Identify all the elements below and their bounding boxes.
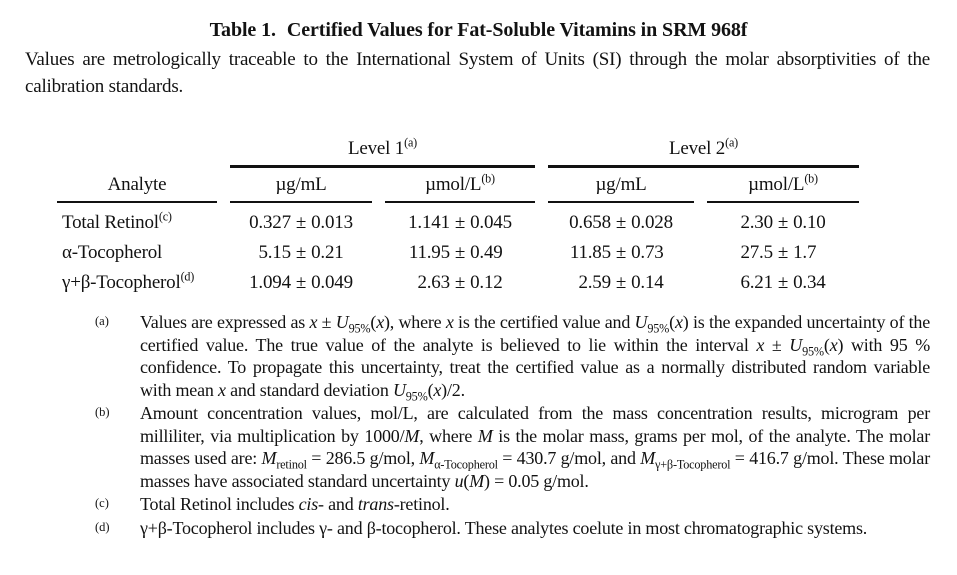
analyte-name: Total Retinol [62, 212, 159, 233]
certified-value: 0.658 [569, 212, 611, 233]
plus-minus-sign: ± [454, 242, 466, 263]
certified-value: 1.094 [249, 272, 291, 293]
page-subtitle: Values are metrologically traceable to the International System of Units (SI) through the molar absorptivities of the calibration standards. [25, 49, 930, 97]
certified-value: 11.85 [569, 242, 611, 263]
column-header-umoll-level1 [385, 168, 535, 203]
certified-value: 2.63 [417, 272, 450, 293]
footnote-text: γ+β-Tocopherol includes γ- and β-tocopherol. These analytes coelute in most chromatographic systems. [140, 517, 868, 538]
value-cell [707, 268, 859, 298]
plus-minus-sign: ± [777, 242, 789, 263]
analyte-footnote-ref: (d) [180, 269, 195, 284]
column-header-analyte: Analyte [57, 168, 217, 203]
value-cell [707, 238, 859, 268]
value-cell [548, 238, 694, 268]
plus-minus-sign: ± [777, 212, 789, 233]
plus-minus-sign: ± [615, 272, 627, 293]
analyte-name: α-Tocopherol [62, 242, 163, 263]
footnote-text: Values are expressed as $x \pm U_{95\%}(x)$, where x is the certified value and $U_{95\%}(x)$ is the expanded uncertainty of the certified value. The true value of the analyte is believed to lie within the interval $x \pm U_{95\%}(x)$ with 95 % confidence. To propagate this uncertainty, treat the certified value as a normally distributed random variable with mean x and standard deviation $U_{95\%}(x)/2$. [140, 312, 931, 404]
document-page [0, 18, 957, 575]
plus-minus-sign: ± [777, 272, 789, 293]
plus-minus-sign: ± [615, 242, 627, 263]
table-title-text: Certified Values for Fat-Soluble Vitamins in SRM 968f [286, 19, 748, 41]
footnote-b [95, 402, 930, 492]
umoll-unit-label: µmol/L [425, 174, 482, 195]
footnote-marker: (a) [95, 314, 109, 328]
certified-value: 2.30 [740, 212, 773, 233]
value-cell [385, 268, 535, 298]
value-cell [230, 203, 372, 238]
plus-minus-sign: ± [615, 212, 627, 233]
level2-label: Level 2 [668, 138, 726, 159]
level1-column-group-header [230, 136, 535, 168]
value-cell [707, 203, 859, 238]
certified-value: 27.5 [740, 242, 773, 263]
value-cell [548, 268, 694, 298]
plus-minus-sign: ± [295, 242, 307, 263]
uncertainty-value: 1.7 [793, 242, 817, 263]
certified-value: 5.15 [258, 242, 291, 263]
plus-minus-sign: ± [295, 212, 307, 233]
level2-footnote-ref: (a) [725, 135, 738, 150]
uncertainty-value: 0.14 [631, 272, 664, 293]
table-number-label: Table 1. [209, 19, 276, 41]
column-header-ugml-level1: µg/mL [230, 168, 372, 203]
certified-value: 2.59 [578, 272, 611, 293]
analyte-cell [57, 203, 217, 238]
level1-footnote-ref: (a) [404, 135, 417, 150]
column-header-umoll-level2 [707, 168, 859, 203]
uncertainty-value: 0.73 [631, 242, 664, 263]
footnote-c [95, 493, 930, 516]
footnote-d [95, 517, 930, 540]
certified-value: 1.141 [408, 212, 450, 233]
spanner-spacer [57, 136, 217, 168]
plus-minus-sign: ± [454, 212, 466, 233]
value-cell [230, 238, 372, 268]
uncertainty-value: 0.049 [311, 272, 353, 293]
column-header-ugml-level2: µg/mL [548, 168, 694, 203]
footnote-marker: (c) [95, 496, 109, 510]
footnote-marker: (d) [95, 519, 110, 534]
uncertainty-value: 0.21 [311, 242, 344, 263]
certified-value: 0.327 [249, 212, 291, 233]
analyte-footnote-ref: (c) [158, 209, 172, 224]
value-cell [230, 268, 372, 298]
footnote-text: Total Retinol includes cis- and trans-retinol. [140, 494, 450, 514]
certified-values-table [57, 136, 957, 298]
value-cell [548, 203, 694, 238]
certified-value: 6.21 [740, 272, 773, 293]
umoll-unit-label: µmol/L [748, 174, 805, 195]
uncertainty-value: 0.49 [470, 242, 503, 263]
footnotes-section [0, 311, 957, 539]
value-cell [385, 238, 535, 268]
footnote-a [95, 311, 931, 404]
uncertainty-value: 0.028 [631, 212, 673, 233]
uncertainty-value: 0.10 [793, 212, 826, 233]
analyte-cell [57, 268, 217, 298]
certified-value: 11.95 [408, 242, 450, 263]
footnote-marker: (b) [95, 405, 110, 419]
footnote-text: Amount concentration values, mol/L, are calculated from the mass concentration results, microgram per milliliter, via multiplication by 1000/M, where M is the molar mass, grams per mol, of the analyte. The molar masses used are: $M_{retinol} = 286.5$ g/mol, $M_{\alpha-Tocopherol} = 430.7$ g/mol, and $M_{\gamma+\beta-Tocopherol} = 416.7$ g/mol. These molar masses have associated standard uncertainty u(M) = 0.05 g/mol. [140, 403, 931, 491]
uncertainty-value: 0.013 [311, 212, 353, 233]
analyte-cell [57, 238, 217, 268]
level1-label: Level 1 [347, 138, 405, 159]
plus-minus-sign: ± [295, 272, 307, 293]
plus-minus-sign: ± [454, 272, 466, 293]
uncertainty-value: 0.045 [470, 212, 512, 233]
uncertainty-value: 0.12 [470, 272, 503, 293]
level2-column-group-header [548, 136, 859, 168]
value-cell [385, 203, 535, 238]
umoll-footnote-ref: (b) [804, 171, 818, 186]
umoll-footnote-ref: (b) [481, 171, 495, 186]
analyte-name: γ+β-Tocopherol [62, 272, 181, 293]
uncertainty-value: 0.34 [793, 272, 826, 293]
page-title [0, 18, 957, 42]
